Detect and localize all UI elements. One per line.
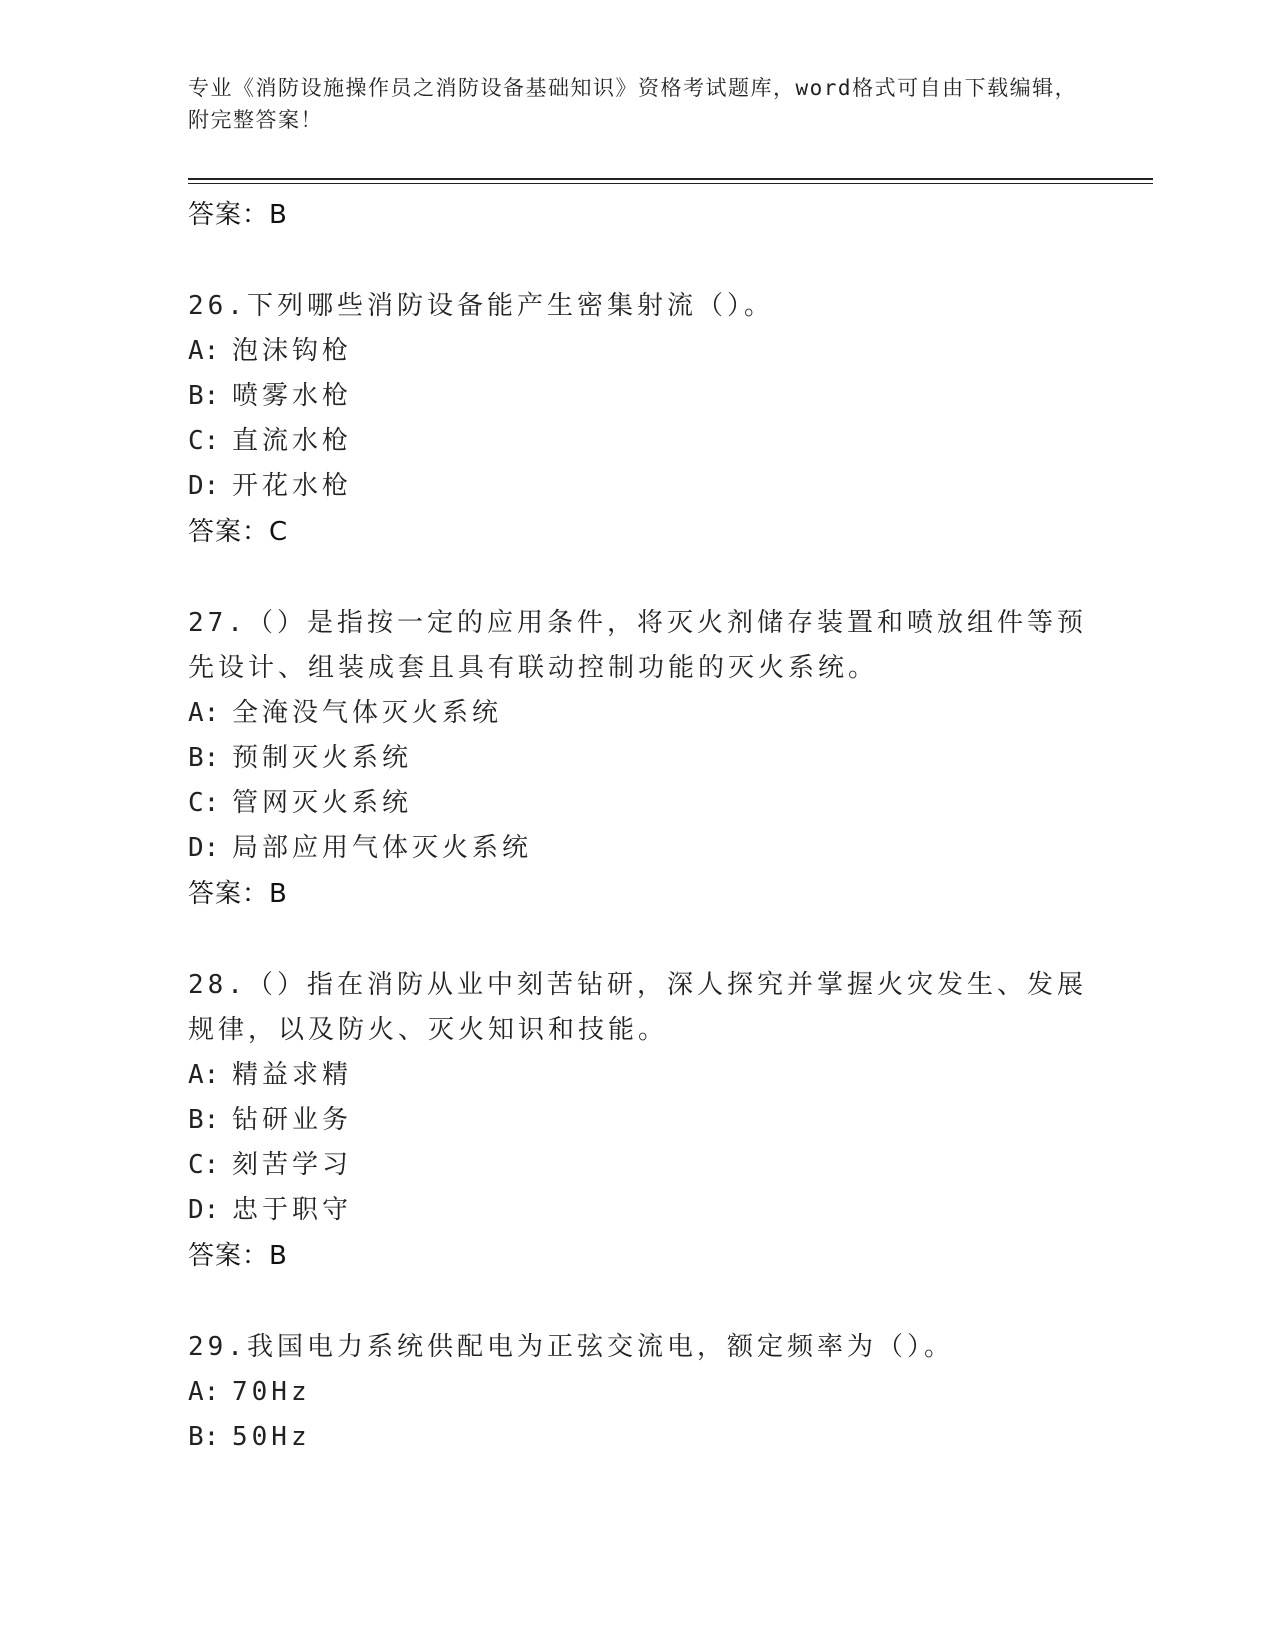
option-text: 喷雾水枪 [232, 381, 353, 411]
answer-option [188, 1370, 1088, 1415]
answer-option [188, 736, 1088, 781]
answer-option [188, 781, 1088, 826]
document-header: 专业《消防设施操作员之消防设备基础知识》资格考试题库，word格式可自由下载编辑，附完整答案！ [188, 76, 1078, 132]
option-text: 直流水枪 [232, 426, 353, 456]
option-letter: B: [188, 1105, 220, 1135]
answer-option [188, 1188, 1088, 1233]
question-stem: 28.（）指在消防从业中刻苦钻研，深人探究并掌握火灾发生、发展规律，以及防火、灭火知识和技能。 [188, 970, 1087, 1045]
answer-label: 答案： [188, 879, 270, 909]
option-text: 精益求精 [232, 1060, 353, 1090]
header-divider-thick [188, 178, 1153, 180]
option-letter: C: [188, 1150, 220, 1180]
header-divider-thin [188, 183, 1153, 184]
answer-label: 答案： [188, 200, 270, 230]
option-letter: A: [188, 698, 220, 728]
option-letter: D: [188, 471, 220, 501]
answer-option [188, 329, 1088, 374]
question-block [188, 963, 1088, 1279]
answer-option [188, 1098, 1088, 1143]
option-letter: D: [188, 833, 220, 863]
answer-value: B [269, 879, 288, 909]
option-text: 管网灭火系统 [232, 788, 413, 818]
answer-option [188, 1053, 1088, 1098]
answer-value: C [269, 517, 289, 547]
answer-line [188, 1233, 1088, 1279]
answer-option [188, 419, 1088, 464]
answer-option [188, 374, 1088, 419]
answer-option [188, 691, 1088, 736]
option-text: 开花水枪 [232, 471, 353, 501]
option-text: 预制灭火系统 [232, 743, 413, 773]
answer-label: 答案： [188, 517, 270, 547]
question-block [188, 1325, 1088, 1460]
answer-option [188, 1143, 1088, 1188]
option-text: 50Hz [232, 1422, 311, 1452]
option-letter: A: [188, 1060, 220, 1090]
question-block [188, 601, 1088, 917]
answer-line [188, 871, 1088, 917]
question-stem: 29.我国电力系统供配电为正弦交流电，额定频率为（）。 [188, 1332, 954, 1362]
option-text: 泡沫钩枪 [232, 336, 353, 366]
option-letter: C: [188, 426, 220, 456]
option-letter: C: [188, 788, 220, 818]
question-stem: 27.（）是指按一定的应用条件，将灭火剂储存装置和喷放组件等预先设计、组装成套且具有联动控制功能的灭火系统。 [188, 608, 1087, 683]
question-list [188, 188, 1088, 1460]
option-text: 钻研业务 [232, 1105, 353, 1135]
answer-option [188, 464, 1088, 509]
option-letter: B: [188, 1422, 220, 1452]
option-text: 全淹没气体灭火系统 [232, 698, 503, 728]
option-letter: D: [188, 1195, 220, 1225]
question-block [188, 284, 1088, 555]
answer-value: B [269, 1241, 288, 1271]
question-stem: 26.下列哪些消防设备能产生密集射流（）。 [188, 291, 774, 321]
answer-option [188, 826, 1088, 871]
option-letter: A: [188, 1377, 220, 1407]
option-letter: B: [188, 743, 220, 773]
answer-label: 答案： [188, 1241, 270, 1271]
option-text: 刻苦学习 [232, 1150, 353, 1180]
answer-line [188, 509, 1088, 555]
option-text: 忠于职守 [232, 1195, 353, 1225]
option-text: 70Hz [232, 1377, 311, 1407]
option-text: 局部应用气体灭火系统 [232, 833, 533, 863]
option-letter: A: [188, 336, 220, 366]
option-letter: B: [188, 381, 220, 411]
answer-line [188, 192, 1088, 238]
answer-value: B [269, 200, 288, 230]
answer-option [188, 1415, 1088, 1460]
